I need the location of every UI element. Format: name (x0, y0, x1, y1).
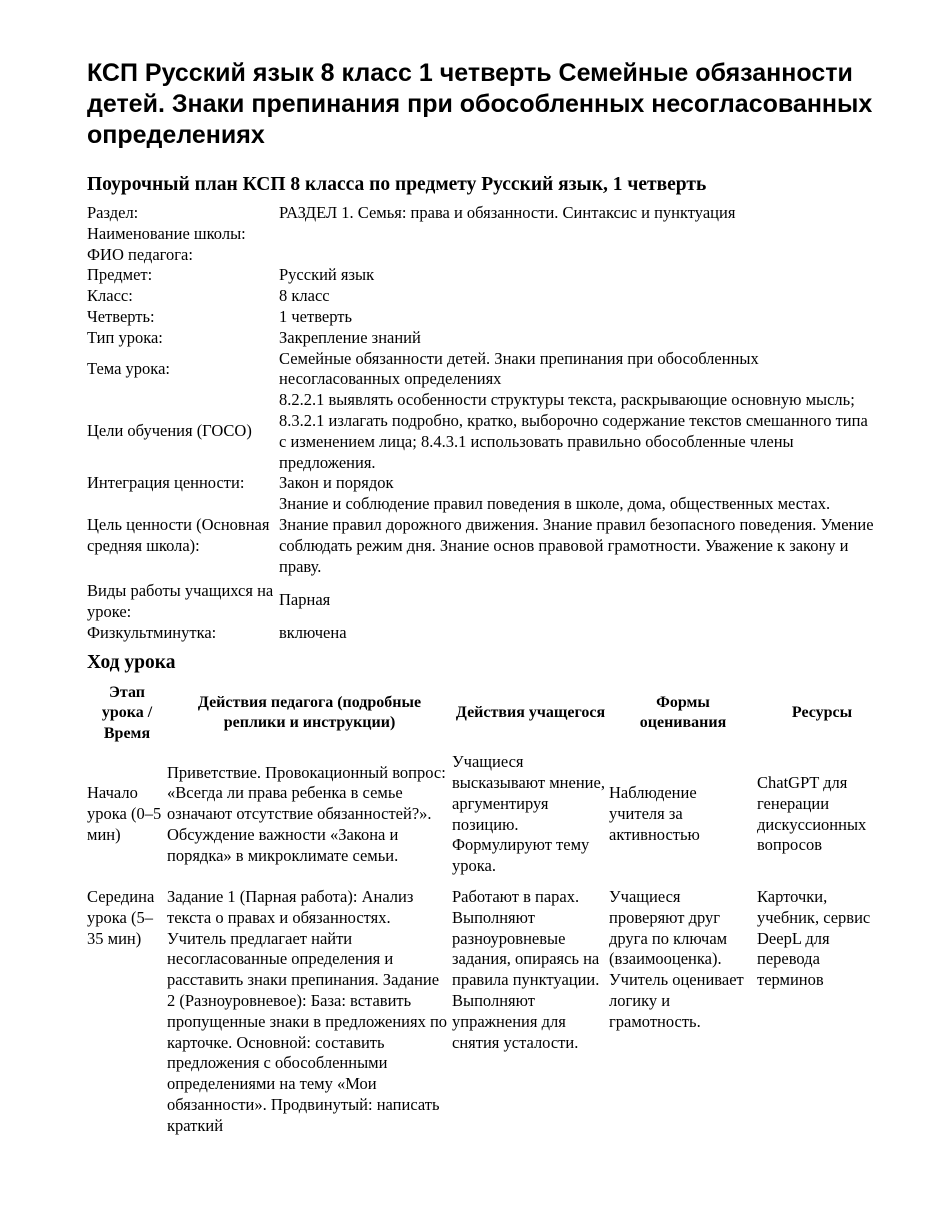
info-value: РАЗДЕЛ 1. Семья: права и обязанности. Синтаксис и пунктуация (279, 203, 736, 222)
info-key: Раздел: (87, 203, 139, 222)
info-value (279, 245, 877, 266)
info-key: Интеграция ценности: (87, 473, 245, 493)
table-cell: Карточки, учебник, сервис DeepL для перевода терминов (757, 887, 871, 990)
info-value: включена (279, 622, 347, 642)
lesson-info-table (87, 203, 877, 644)
section-heading: Ход урока (87, 651, 176, 673)
info-value: 8.2.2.1 выявлять особенности структуры текста, раскрывающие основную мысль; 8.3.2.1 излагать подробно, кратко, выборочно содержание текстов смешанного типа с изменением лица; 8.4.3.1 использовать правильно обособленные члены предложения. (279, 390, 868, 472)
info-row (87, 390, 877, 473)
info-row (87, 494, 877, 577)
info-row (87, 349, 877, 391)
table-cell: Работают в парах. Выполняют разноуровневые задания, опираясь на правила пунктуации. Выполняют упражнения для снятия усталости. (452, 887, 600, 1052)
info-row (87, 473, 877, 494)
page-title: КСП Русский язык 8 класс 1 четверть Семейные обязанности детей. Знаки препинания при обособленных несогласованных определениях (87, 59, 873, 149)
info-value: Семейные обязанности детей. Знаки препинания при обособленных несогласованных определениях (279, 348, 759, 389)
info-row (87, 328, 877, 349)
info-row (87, 577, 877, 623)
table-cell: Учащиеся высказывают мнение, аргументируя позицию. Формулируют тему урока. (452, 752, 605, 876)
info-key: Четверть: (87, 306, 155, 326)
info-value: Закон и порядок (279, 473, 394, 493)
info-key: Предмет: (87, 265, 153, 285)
info-key: Цель ценности (Основная средняя школа): (87, 514, 270, 555)
document-page (87, 58, 887, 1137)
table-cell: ChatGPT для генерации дискуссионных вопросов (757, 773, 867, 855)
info-key: Тип урока: (87, 327, 163, 347)
table-cell: Задание 1 (Парная работа): Анализ текста о правах и обязанностях. Учитель предлагает найти несогласованные определения и расставить знаки препинания. Задание 2 (Разноуровневое): База: вставить пропущенные знаки в предложениях по карточке. Основной: составить предложения с обособленными определениями на тему «Мои обязанности». Продвинутый: написать краткий (167, 887, 448, 1135)
info-key: Цели обучения (ГОСО) (87, 421, 252, 441)
column-header: Действия педагога (подробные реплики и инструкции) (197, 693, 422, 732)
info-key: Наименование школы: (87, 223, 246, 243)
info-value: 8 класс (279, 286, 330, 306)
table-cell: Приветствие. Провокационный вопрос: «Всегда ли права ребенка в семье означают отсутствие обязанностей?». Обсуждение важности «Закона и порядка» в микроклимате семьи. (167, 762, 446, 865)
lesson-plan-table (87, 683, 887, 1137)
info-row (87, 224, 877, 245)
info-value: 1 четверть (279, 306, 352, 326)
column-header: Ресурсы (791, 704, 853, 722)
info-value (279, 224, 877, 245)
table-row (87, 752, 887, 877)
info-key: Физкультминутка: (87, 622, 217, 642)
info-row (87, 203, 877, 224)
info-key: Тема урока: (87, 358, 170, 378)
info-key: ФИО педагога: (87, 244, 193, 264)
table-header-row (87, 683, 887, 753)
plan-subtitle: Поурочный план КСП 8 класса по предмету Русский язык, 1 четверть (87, 174, 707, 195)
info-key: Виды работы учащихся на уроке: (87, 581, 274, 622)
info-row (87, 307, 877, 328)
column-header: Этап урока / Время (101, 683, 153, 742)
table-cell: Учащиеся проверяют друг друга по ключам (взаимооценка). Учитель оценивает логику и грамотность. (609, 887, 744, 1031)
info-value: Русский язык (279, 265, 375, 285)
table-cell: Середина урока (5–35 мин) (87, 887, 155, 948)
column-header: Формы оценивания (639, 693, 727, 732)
info-row (87, 623, 877, 644)
table-row (87, 877, 887, 1137)
info-row (87, 245, 877, 266)
info-row (87, 265, 877, 286)
info-value: Закрепление знаний (279, 327, 421, 347)
table-cell: Наблюдение учителя за активностью (609, 783, 700, 845)
info-row (87, 286, 877, 307)
table-cell: Начало урока (0–5 мин) (87, 783, 162, 845)
info-key: Класс: (87, 286, 133, 306)
column-header: Действия учащегося (455, 704, 606, 722)
info-value: Знание и соблюдение правил поведения в школе, дома, общественных местах. Знание правил дорожного движения. Знание правил безопасного поведения. Умение соблюдать режим дня. Знание основ правовой грамотности. Уважение к закону и праву. (279, 494, 874, 576)
info-value: Парная (279, 589, 331, 609)
